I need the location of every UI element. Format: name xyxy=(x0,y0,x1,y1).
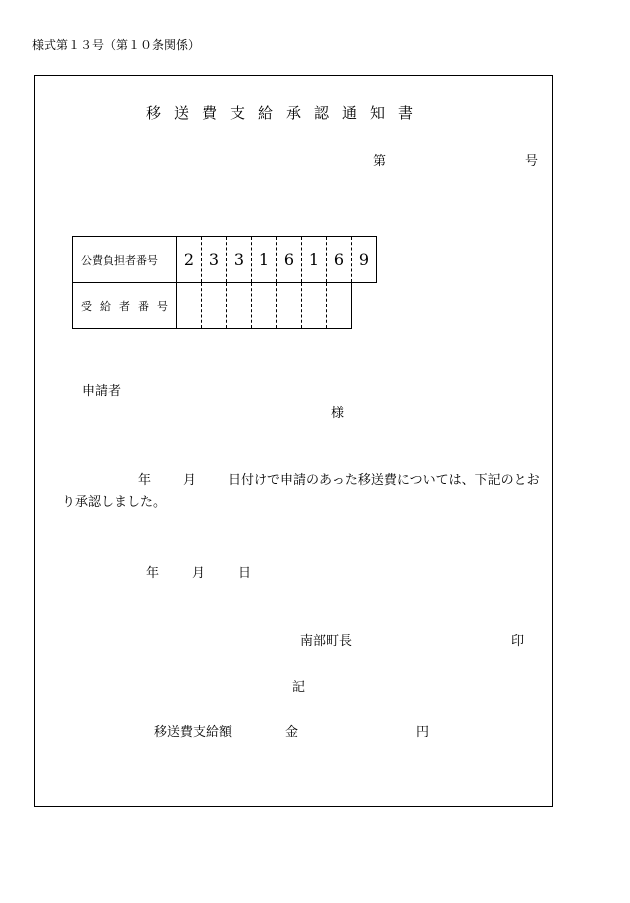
payer-digit: 3 xyxy=(202,237,227,283)
issuer-mayor: 南部町長 xyxy=(300,634,353,649)
document-frame xyxy=(34,75,553,807)
amount-suffix-yen: 円 xyxy=(416,725,430,740)
recipient-digit xyxy=(177,283,202,329)
payer-digit: 6 xyxy=(277,237,302,283)
public-expense-payer-label: 公費負担者番号 xyxy=(73,237,177,283)
approval-statement xyxy=(62,470,540,514)
issue-month: 月 xyxy=(192,566,206,581)
seal-mark: 印 xyxy=(511,634,525,649)
document-number-prefix: 第 xyxy=(373,154,387,169)
issue-date xyxy=(146,562,251,581)
recipient-digit xyxy=(327,283,352,329)
recipient-number-label: 受給者番号 xyxy=(73,283,177,329)
payer-digit: 6 xyxy=(327,237,352,283)
recipient-digit xyxy=(277,283,302,329)
payer-digit: 3 xyxy=(227,237,252,283)
form-number-label: 様式第１３号（第１０条関係） xyxy=(32,38,201,52)
recipient-digit xyxy=(202,283,227,329)
statement-year: 年 xyxy=(138,473,152,488)
recipient-digit xyxy=(227,283,252,329)
transport-payment-amount-label: 移送費支給額 xyxy=(154,725,233,740)
applicant-label: 申請者 xyxy=(82,384,122,399)
statement-month: 月 xyxy=(183,473,197,488)
issue-day: 日 xyxy=(238,566,252,581)
empty-cell xyxy=(352,283,377,329)
recipient-number-row xyxy=(73,283,377,329)
payer-digit: 2 xyxy=(177,237,202,283)
payer-digit: 9 xyxy=(352,237,377,283)
payer-digit: 1 xyxy=(252,237,277,283)
number-table xyxy=(72,236,377,329)
notes-heading: 記 xyxy=(292,680,306,695)
statement-text: 日付けで申請のあった移送費については、下記のとおり承認しました。 xyxy=(62,473,540,510)
payer-digit: 1 xyxy=(302,237,327,283)
issue-year: 年 xyxy=(146,566,160,581)
honorific-sama: 様 xyxy=(331,406,345,421)
public-expense-payer-row xyxy=(73,237,377,283)
recipient-digit xyxy=(302,283,327,329)
document-number-suffix: 号 xyxy=(525,154,539,169)
recipient-digit xyxy=(252,283,277,329)
document-title: 移送費支給承認通知書 xyxy=(146,104,427,122)
amount-prefix-kin: 金 xyxy=(285,725,299,740)
